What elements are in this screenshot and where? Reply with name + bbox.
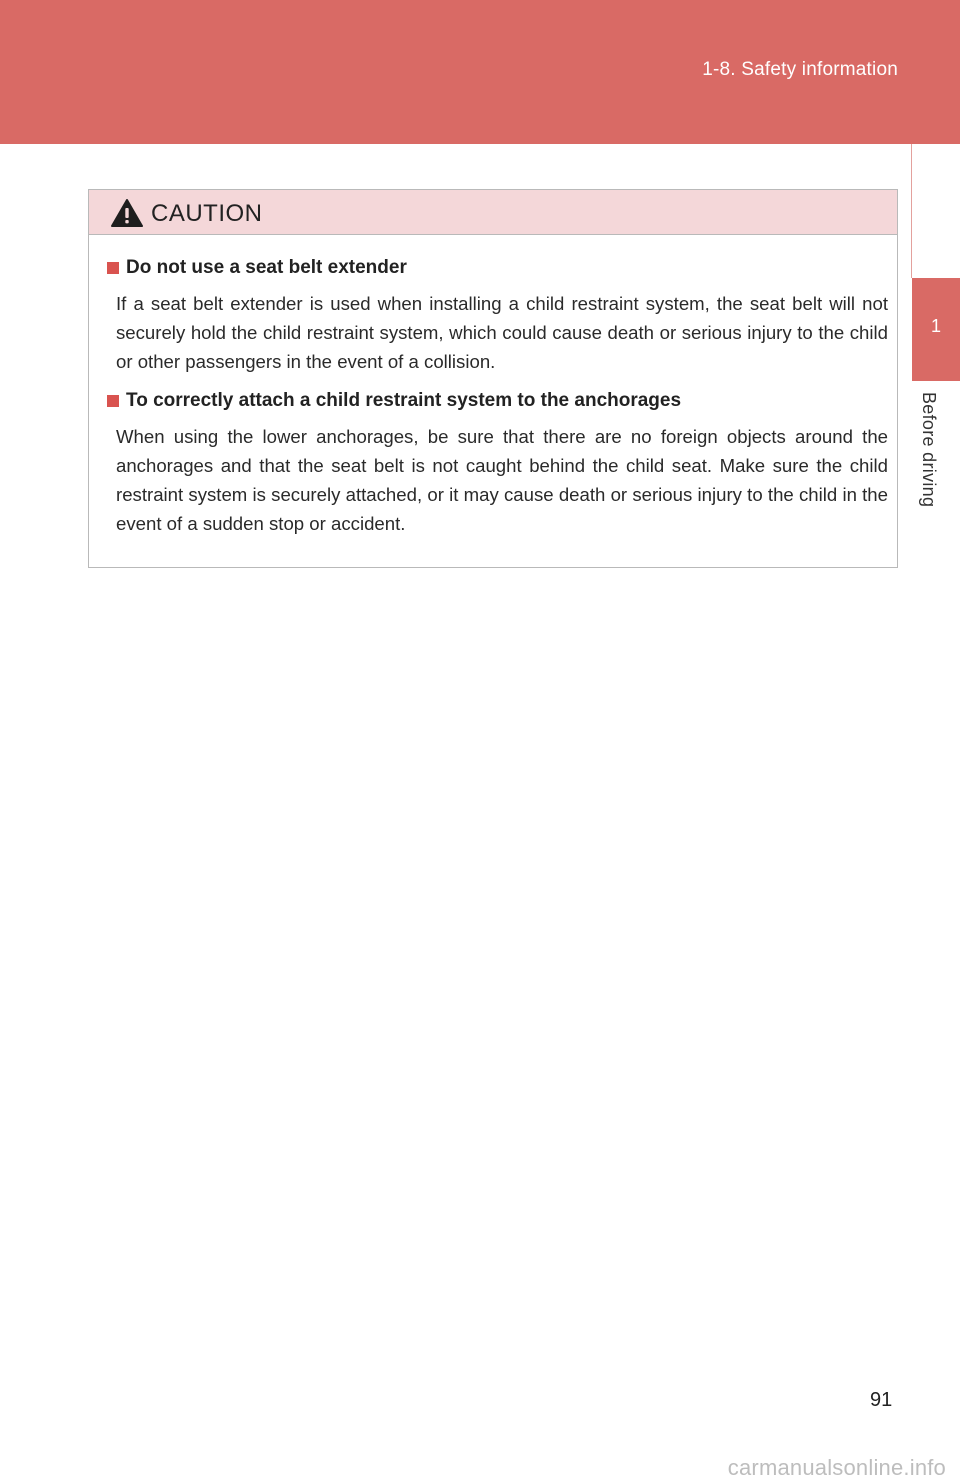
page-number: 91	[870, 1389, 893, 1411]
caution-item-heading	[107, 388, 888, 414]
chapter-tab[interactable]	[912, 278, 960, 381]
caution-item-heading-text: Do not use a seat belt extender	[126, 257, 407, 278]
side-divider	[911, 144, 912, 278]
bullet-square-icon	[107, 395, 119, 407]
caution-title: CAUTION	[151, 200, 263, 227]
header-band	[0, 0, 960, 144]
chapter-label: Before driving	[919, 392, 939, 508]
caution-body	[89, 235, 897, 538]
warning-icon	[110, 198, 144, 228]
caution-item-text: If a seat belt extender is used when installing a child restraint system, the seat belt will not securely hold the child restraint system, which could cause death or serious injury to the child or other passengers in the event of a collision.	[116, 293, 888, 372]
watermark: carmanualsonline.info	[727, 1455, 946, 1480]
bullet-square-icon	[107, 262, 119, 274]
caution-item	[107, 388, 888, 538]
caution-header	[89, 190, 897, 235]
caution-item-heading-text: To correctly attach a child restraint system to the anchorages	[126, 390, 682, 411]
caution-item-heading	[107, 255, 888, 281]
chapter-number: 1	[930, 316, 941, 336]
caution-item	[107, 255, 888, 376]
caution-item-text: When using the lower anchorages, be sure that there are no foreign objects around the anchorages and that the seat belt is not caught behind the child seat. Make sure the child restraint system is securely attached, or it may cause death or serious injury to the child in the event of a sudden stop or accident.	[116, 426, 888, 534]
section-title: 1-8. Safety information	[702, 59, 898, 80]
caution-box	[88, 189, 898, 568]
